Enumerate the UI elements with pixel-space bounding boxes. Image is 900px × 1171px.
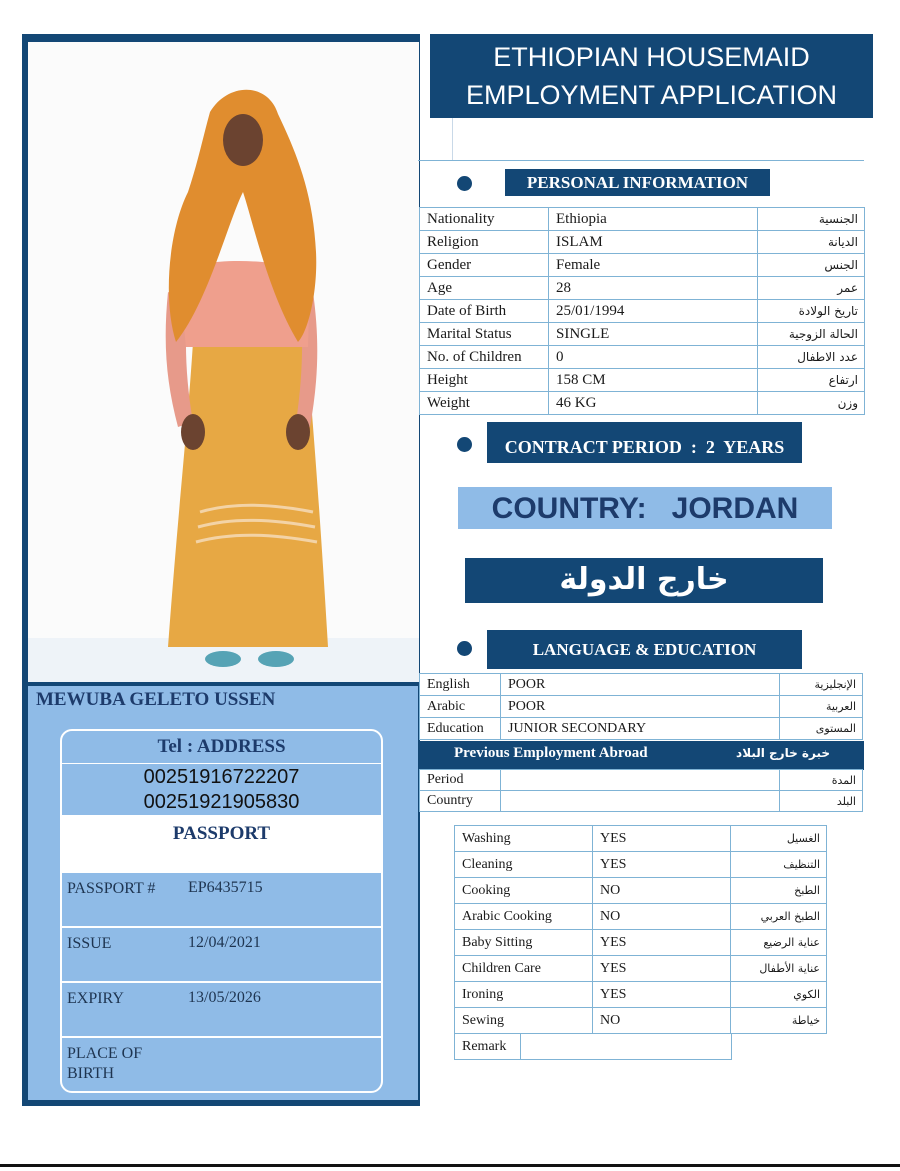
row-value — [501, 770, 780, 791]
skill-value: NO — [593, 904, 731, 930]
row-arabic: الديانة — [758, 231, 865, 254]
skill-arabic: الغسيل — [731, 826, 827, 852]
table-row — [455, 1008, 827, 1034]
row-label: Arabic — [420, 696, 501, 718]
skill-value: YES — [593, 956, 731, 982]
row-value: Ethiopia — [549, 208, 758, 231]
skill-arabic: عناية الرضيع — [731, 930, 827, 956]
row-label: English — [420, 674, 501, 696]
personal-info-heading: PERSONAL INFORMATION — [505, 169, 770, 196]
passport-number-label: PASSPORT # — [67, 880, 156, 897]
row-arabic: الإنجليزية — [780, 674, 863, 696]
row-value: Female — [549, 254, 758, 277]
row-label: Age — [420, 277, 549, 300]
table-row — [420, 346, 865, 369]
place-of-birth-label: PLACE OF BIRTH — [67, 1045, 143, 1082]
row-label: Period — [420, 770, 501, 791]
row-label: Country — [420, 791, 501, 812]
country-label: COUNTRY: JORDAN — [458, 487, 832, 529]
previous-employment-heading — [418, 741, 864, 770]
skill-arabic: خياطة — [731, 1008, 827, 1034]
skill-value: YES — [593, 982, 731, 1008]
skill-arabic: التنظيف — [731, 852, 827, 878]
row-label: Date of Birth — [420, 300, 549, 323]
remark-value — [521, 1034, 732, 1060]
row-value: 158 CM — [549, 369, 758, 392]
skill-label: Arabic Cooking — [455, 904, 593, 930]
row-value: JUNIOR SECONDARY — [501, 718, 780, 740]
personal-info-table — [419, 207, 865, 415]
row-value: 46 KG — [549, 392, 758, 415]
row-arabic: الجنس — [758, 254, 865, 277]
row-label: Education — [420, 718, 501, 740]
row-value: ISLAM — [549, 231, 758, 254]
skill-value: NO — [593, 878, 731, 904]
table-row — [455, 878, 827, 904]
row-arabic: عمر — [758, 277, 865, 300]
table-row — [420, 231, 865, 254]
skill-arabic: عناية الأطفال — [731, 956, 827, 982]
remark-label: Remark — [455, 1034, 521, 1060]
personal-bullet-icon — [457, 176, 472, 191]
passport-row-issue — [62, 926, 381, 981]
table-row — [420, 300, 865, 323]
skill-arabic: الطبخ العربي — [731, 904, 827, 930]
passport-issue-label: ISSUE — [67, 935, 112, 952]
language-education-table — [419, 673, 863, 740]
previous-employment-title: Previous Employment Abroad — [454, 745, 648, 761]
table-row — [420, 277, 865, 300]
skill-arabic: الكوي — [731, 982, 827, 1008]
row-arabic: المستوى — [780, 718, 863, 740]
row-value — [501, 791, 780, 812]
passport-row-expiry — [62, 981, 381, 1036]
row-arabic: المدة — [780, 770, 863, 791]
title-underline — [418, 160, 864, 161]
row-label: Height — [420, 369, 549, 392]
table-row — [420, 392, 865, 415]
skills-table — [454, 825, 827, 1034]
table-row — [455, 1034, 732, 1060]
table-row — [420, 208, 865, 231]
page-bottom-rule — [0, 1164, 900, 1167]
contract-bullet-icon — [457, 437, 472, 452]
passport-row-number — [62, 871, 381, 926]
row-label: Marital Status — [420, 323, 549, 346]
row-value: 25/01/1994 — [549, 300, 758, 323]
passport-issue-value: 12/04/2021 — [188, 934, 261, 951]
table-row — [420, 791, 863, 812]
row-arabic: العربية — [780, 696, 863, 718]
previous-employment-table — [419, 769, 863, 812]
row-arabic: ارتفاع — [758, 369, 865, 392]
page-title — [430, 34, 873, 118]
skill-value: YES — [593, 930, 731, 956]
skill-value: YES — [593, 826, 731, 852]
contract-period-heading: CONTRACT PERIOD : 2 YEARS — [487, 422, 802, 463]
skill-arabic: الطبخ — [731, 878, 827, 904]
row-label: Gender — [420, 254, 549, 277]
table-row — [455, 826, 827, 852]
table-row — [420, 770, 863, 791]
table-row — [455, 852, 827, 878]
table-row — [420, 696, 863, 718]
contact-heading: Tel : ADDRESS — [157, 736, 286, 757]
passport-heading: PASSPORT — [62, 815, 381, 871]
candidate-photo — [28, 42, 419, 682]
phone-number-2: 00251921905830 — [143, 791, 300, 813]
remark-table — [454, 1033, 732, 1060]
table-row — [420, 369, 865, 392]
arabic-abroad-banner: خارج الدولة — [465, 558, 823, 603]
skill-label: Sewing — [455, 1008, 593, 1034]
row-value: POOR — [501, 696, 780, 718]
title-line-1: ETHIOPIAN HOUSEMAID — [493, 42, 810, 72]
table-row — [420, 254, 865, 277]
table-row — [455, 982, 827, 1008]
previous-employment-arabic: خبرة خارج البلاد — [736, 746, 830, 760]
table-row — [455, 930, 827, 956]
row-value: POOR — [501, 674, 780, 696]
row-label: Nationality — [420, 208, 549, 231]
candidate-figure — [28, 42, 419, 682]
contact-passport-card — [60, 729, 383, 1093]
skill-label: Ironing — [455, 982, 593, 1008]
passport-row-birthplace — [62, 1036, 381, 1091]
table-row — [455, 904, 827, 930]
language-education-heading: LANGUAGE & EDUCATION — [487, 630, 802, 669]
row-arabic: الجنسية — [758, 208, 865, 231]
table-row — [420, 674, 863, 696]
skill-value: NO — [593, 1008, 731, 1034]
skill-label: Baby Sitting — [455, 930, 593, 956]
table-row — [455, 956, 827, 982]
title-divider — [452, 118, 453, 160]
passport-expiry-value: 13/05/2026 — [188, 989, 261, 1006]
skill-label: Cooking — [455, 878, 593, 904]
table-row — [420, 718, 863, 740]
row-arabic: البلد — [780, 791, 863, 812]
title-line-2: EMPLOYMENT APPLICATION — [465, 80, 838, 110]
phone-number-1: 00251916722207 — [62, 763, 381, 789]
row-arabic: عدد الاطفال — [758, 346, 865, 369]
skill-label: Children Care — [455, 956, 593, 982]
row-label: Religion — [420, 231, 549, 254]
row-value: 28 — [549, 277, 758, 300]
skill-label: Washing — [455, 826, 593, 852]
skill-value: YES — [593, 852, 731, 878]
row-arabic: وزن — [758, 392, 865, 415]
candidate-name: MEWUBA GELETO USSEN — [36, 689, 276, 710]
language-bullet-icon — [457, 641, 472, 656]
row-arabic: الحالة الزوجية — [758, 323, 865, 346]
table-row — [420, 323, 865, 346]
row-arabic: تاريخ الولادة — [758, 300, 865, 323]
passport-number-value: EP6435715 — [188, 879, 263, 896]
row-value: SINGLE — [549, 323, 758, 346]
skill-label: Cleaning — [455, 852, 593, 878]
row-label: No. of Children — [420, 346, 549, 369]
passport-expiry-label: EXPIRY — [67, 990, 124, 1007]
row-value: 0 — [549, 346, 758, 369]
row-label: Weight — [420, 392, 549, 415]
